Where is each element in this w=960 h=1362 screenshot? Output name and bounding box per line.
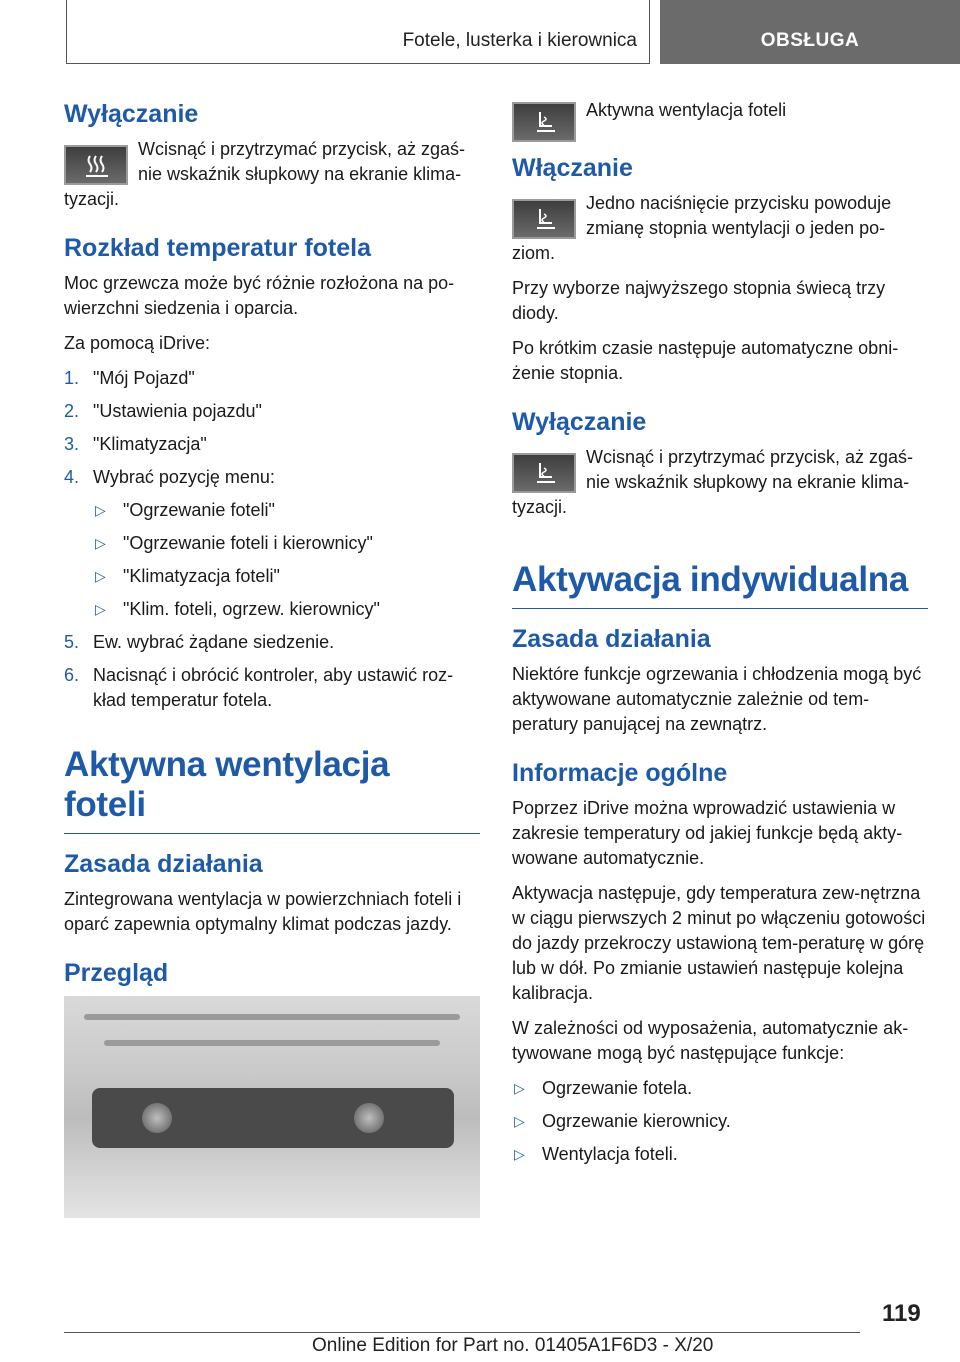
section-tab-label: OBSŁUGA <box>760 30 860 51</box>
triangle-bullet-icon: ▷ <box>514 1080 525 1096</box>
chapter-box <box>66 0 650 64</box>
climate-control-panel-photo <box>64 996 480 1218</box>
triangle-bullet-icon: ▷ <box>514 1113 525 1129</box>
heading-active-ventilation: Aktywna wentylacja foteli <box>64 745 480 834</box>
step-item: 1. "Mój Pojazd" <box>64 368 195 388</box>
triangle-bullet-icon: ▷ <box>95 568 106 584</box>
menu-option: ▷ "Klim. foteli, ogrzew. kierownicy" <box>93 597 480 622</box>
heading-on: Włączanie <box>512 154 633 182</box>
page-header <box>0 0 960 66</box>
idrive-intro: Za pomocą iDrive: <box>64 333 211 353</box>
seat-ventilation-button-icon <box>512 199 576 239</box>
heading-general-info: Informacje ogólne <box>512 759 728 787</box>
left-column <box>64 100 480 1218</box>
principle-text: Zintegrowana wentylacja w powierzchniach foteli i oparć zapewnia optymalny klimat podczas jazdy. <box>64 889 462 934</box>
chapter-title: Fotele, lusterka i kierownica <box>402 30 637 51</box>
general-text-1: Poprzez iDrive można wprowadzić ustawienia w zakresie temperatury od jakiej funkcje będą akty-wowane automatycznie. <box>512 798 903 868</box>
heading-principle: Zasada działania <box>64 850 263 878</box>
heading-temperature-distribution: Rozkład temperatur fotela <box>64 234 372 262</box>
triangle-bullet-icon: ▷ <box>95 535 106 551</box>
on-block <box>512 191 928 266</box>
triangle-bullet-icon: ▷ <box>95 601 106 617</box>
seat-ventilation-button-icon <box>512 453 576 493</box>
edition-info: Online Edition for Part no. 01405A1F6D3 - X/20 <box>312 1335 714 1356</box>
distribution-text: Moc grzewcza może być różnie rozłożona na po-wierzchni siedzenia i oparcia. <box>64 273 455 318</box>
off-ventilation-text: Wcisnąć i przytrzymać przycisk, aż zgaś-nie wskaźnik słupkowy na ekranie klima-tyzacji. <box>512 447 914 517</box>
triangle-bullet-icon: ▷ <box>95 502 106 518</box>
section-tab <box>660 0 960 64</box>
step-item: 6. Nacisnąć i obrócić kontroler, aby ustawić roz-kład temperatur fotela. <box>64 665 454 710</box>
general-text-3: W zależności od wyposażenia, automatycznie ak-tywowane mogą być następujące funkcje: <box>512 1018 909 1063</box>
step-item: 2. "Ustawienia pojazdu" <box>64 401 262 421</box>
ventilation-icon-caption: Aktywna wentylacja foteli <box>586 100 787 120</box>
ventilation-icon-block <box>512 94 928 144</box>
principle-text-2: Niektóre funkcje ogrzewania i chłodzenia mogą być aktywowane automatycznie zależnie od tem-peratury panującej na zewnątrz. <box>512 664 922 734</box>
step-item: 3. "Klimatyzacja" <box>64 434 207 454</box>
seat-heating-button-icon <box>64 145 128 185</box>
menu-options <box>93 498 480 622</box>
step-item: 4. Wybrać pozycję menu: ▷ "Ogrzewanie foteli" ▷ "Ogrzewanie foteli i kierownicy" ▷ "Klimatyzacja foteli" ▷ "Klim. foteli, ogrzew. kierownicy" <box>64 465 480 622</box>
menu-option: ▷ "Klimatyzacja foteli" <box>93 564 480 589</box>
idrive-steps <box>64 366 480 713</box>
heading-individual-activation: Aktywacja indywidualna <box>512 560 928 609</box>
page-number: 119 <box>882 1300 921 1327</box>
triangle-bullet-icon: ▷ <box>514 1146 525 1162</box>
heading-principle-2: Zasada działania <box>512 625 711 653</box>
off-heating-block <box>64 137 480 212</box>
auto-functions-list <box>512 1076 928 1167</box>
heading-off-heating: Wyłączanie <box>64 100 199 128</box>
menu-option: ▷ "Ogrzewanie foteli" <box>93 498 480 523</box>
heading-overview: Przegląd <box>64 959 169 987</box>
right-column <box>512 100 928 1175</box>
heading-off-ventilation: Wyłączanie <box>512 408 647 436</box>
list-item: ▷ Wentylacja foteli. <box>512 1142 928 1167</box>
general-text-2: Aktywacja następuje, gdy temperatura zew-nętrzna w ciągu pierwszych 2 minut po włączeniu gotowości do jazdy przekroczy ustawioną tem-peraturę w górę lub w dół. Po zmianie ustawień następuje kolejna kalibracja. <box>512 883 926 1003</box>
off-ventilation-block <box>512 445 928 520</box>
footer-divider <box>64 1332 860 1333</box>
on-text: Jedno naciśnięcie przycisku powoduje zmianę stopnia wentylacji o jeden po-ziom. <box>512 193 892 263</box>
on-text-3: Po krótkim czasie następuje automatyczne obni-żenie stopnia. <box>512 338 899 383</box>
step-item: 5. Ew. wybrać żądane siedzenie. <box>64 632 335 652</box>
list-item: ▷ Ogrzewanie kierownicy. <box>512 1109 928 1134</box>
off-heating-text: Wcisnąć i przytrzymać przycisk, aż zgaś-nie wskaźnik słupkowy na ekranie klima-tyzacji. <box>64 139 466 209</box>
menu-option: ▷ "Ogrzewanie foteli i kierownicy" <box>93 531 480 556</box>
list-item: ▷ Ogrzewanie fotela. <box>512 1076 928 1101</box>
on-text-2: Przy wyborze najwyższego stopnia świecą trzy diody. <box>512 278 886 323</box>
seat-ventilation-button-icon <box>512 102 576 142</box>
